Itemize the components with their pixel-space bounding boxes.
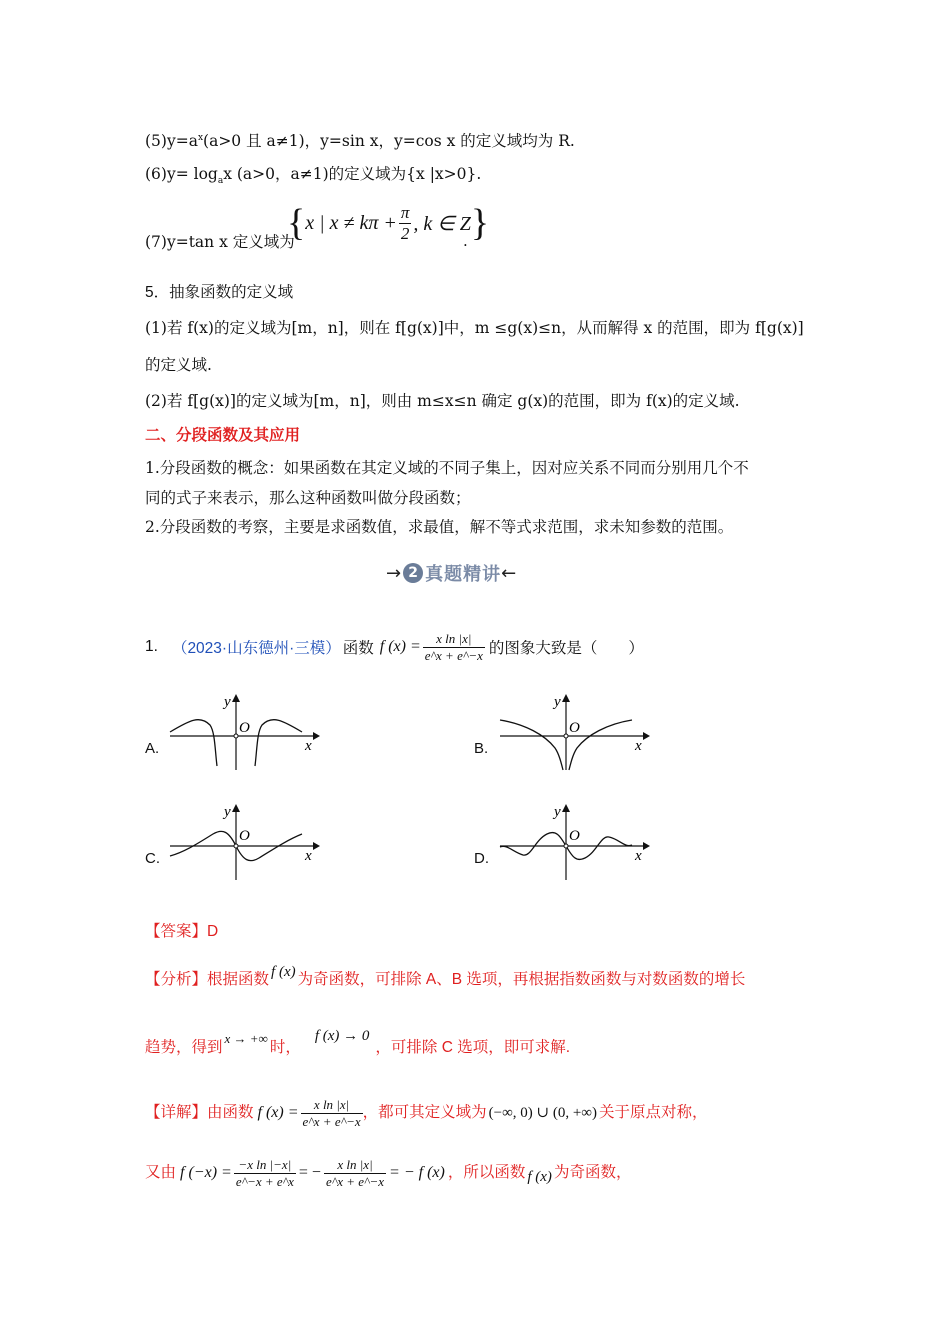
period: . — [463, 232, 468, 250]
graph-option-d[interactable] — [495, 800, 655, 882]
section5-p2: (2)若 f[g(x)]的定义域为[m，n]，则由 m≤x≤n 确定 g(x)的范围，即为 f(x)的定义域. — [145, 392, 740, 410]
part2-heading: 二、分段函数及其应用 — [145, 427, 301, 444]
section5-heading: 5．抽象函数的定义域 — [145, 284, 294, 301]
origin-label: O — [569, 828, 580, 844]
detail-line1: 【详解】 由函数 f (x) = $\frac{\text{x ln |x|}}{e\^{}x + e\^{}-x}$ ，都可其定义域为 (−∞, 0) ∪ (0, +∞) 关于原点对称， — [145, 1096, 708, 1129]
x-axis-label: x — [305, 738, 312, 754]
section5-p1-line2: 的定义域. — [145, 356, 212, 374]
graph-option-c[interactable] — [165, 800, 325, 882]
graph-option-b[interactable] — [495, 690, 655, 772]
part2-p2: 2.分段函数的考察，主要是求函数值，求最值，解不等式求范围，求未知参数的范围。 — [145, 518, 734, 536]
section5-p1-line1: (1)若 f(x)的定义域为[m，n]，则在 f[g(x)]中，m ≤g(x)≤n，从而解得 x 的范围，即为 f[g(x)] — [145, 319, 804, 337]
x-axis-label: x — [305, 848, 312, 864]
y-axis-label: y — [224, 804, 231, 820]
domain-item-7: (7)y=tan x 定义域为 — [145, 233, 295, 251]
analysis-line2: 趋势，得到 x → +∞ 时， f (x) → 0 ，可排除 C 选项，即可求解. — [145, 1028, 571, 1056]
part2-p1-line2: 同的式子来表示，那么这种函数叫做分段函数； — [145, 489, 471, 507]
option-d-label[interactable]: D. — [474, 850, 489, 867]
x-axis-label: x — [635, 848, 642, 864]
option-c-label[interactable]: C. — [145, 850, 160, 867]
part2-p1-line1: 1.分段函数的概念：如果函数在其定义域的不同子集上，因对应关系不同而分别用几个不 — [145, 459, 749, 477]
tan-domain-set: { x | x ≠ kπ + $\frac{\pi}{2}$ , k ∈ Z } — [287, 202, 490, 244]
answer-line: 【答案】D — [145, 923, 219, 940]
question-1: 1. （2023·山东德州·三模） 函数 f (x) = $\frac{\text{x ln |x|}}{e\^{}x + e\^{}-x}$ 的图象大致是（ ） — [145, 630, 644, 663]
y-axis-label: y — [554, 694, 561, 710]
section-banner: → 2 真题精讲 ← — [386, 560, 516, 586]
option-b-label[interactable]: B. — [474, 740, 489, 757]
domain-item-6: $(6)y= \log_ax$ (a>0，a≠1)的定义域为{x |x>0}. — [145, 165, 482, 187]
banner-number-badge: 2 — [403, 563, 423, 583]
domain-item-5: $(5)y=a^x(a>0$ 且 a≠1)，y=sin x，y=cos x 的定义域均为 R. — [145, 132, 575, 151]
origin-label: O — [569, 720, 580, 736]
origin-label: O — [239, 828, 250, 844]
detail-line2: 又由 f (−x) = $\frac{\text{−x ln |−x|}}{e\^{}-x + e\^{}x}$ = − $\frac{\text{x ln |x|}}{e\^{}x + e\^{}-x}$ = − f (x) ，所以函数 f (x) 为奇函数， — [145, 1156, 632, 1189]
y-axis-label: y — [554, 804, 561, 820]
option-a-label[interactable]: A. — [145, 740, 160, 757]
graph-option-a[interactable] — [165, 690, 325, 772]
analysis-line1: 【分析】 根据函数 f (x) 为奇函数，可排除 A、B 选项，再根据指数函数与对数函数的增长 — [145, 964, 746, 988]
origin-label: O — [239, 720, 250, 736]
x-axis-label: x — [635, 738, 642, 754]
y-axis-label: y — [224, 694, 231, 710]
question-source: （2023·山东德州·三模） — [171, 640, 341, 657]
banner-title: 真题精讲 — [425, 564, 502, 585]
